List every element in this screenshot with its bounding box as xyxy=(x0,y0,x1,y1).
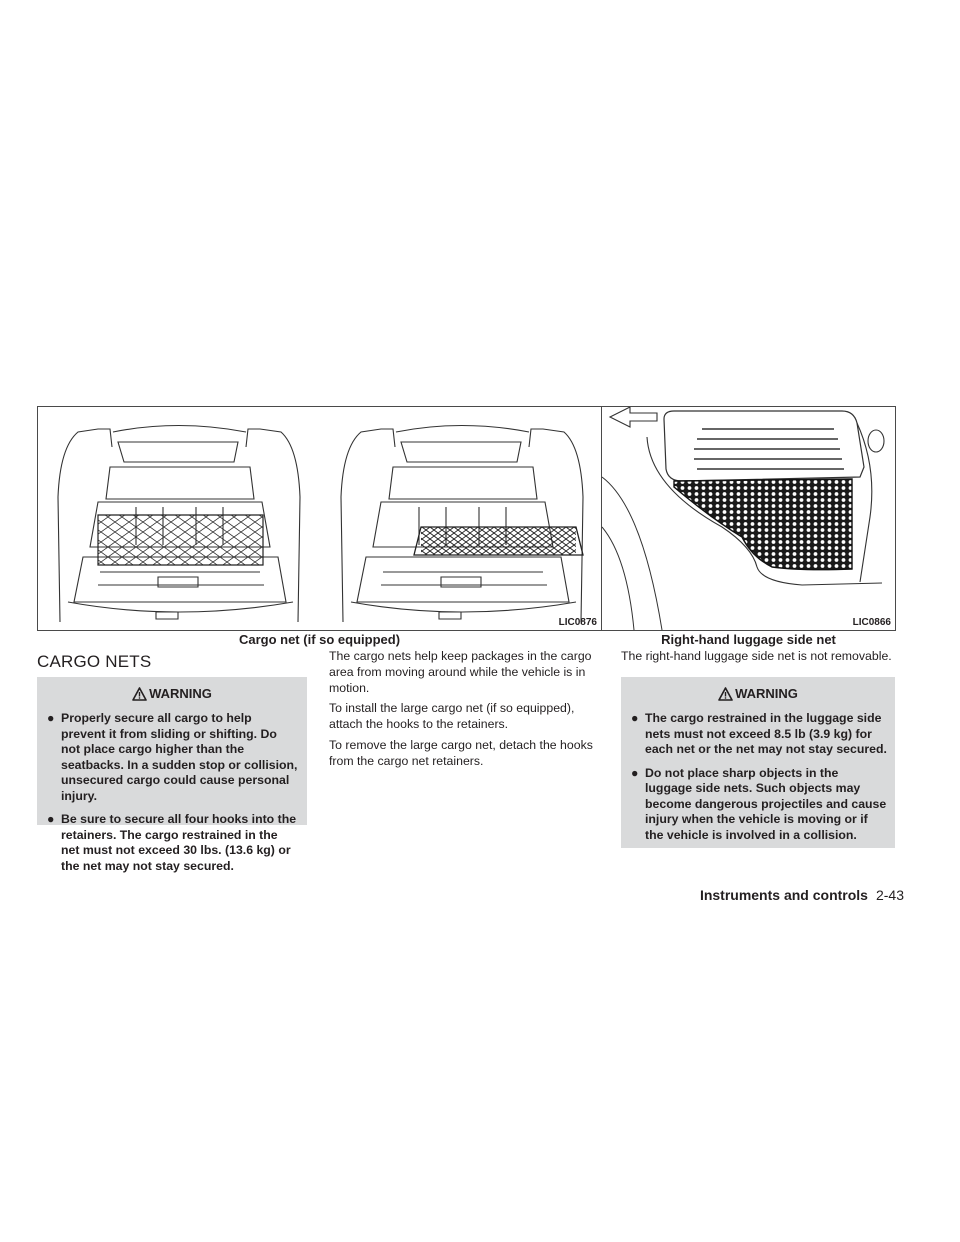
page-footer xyxy=(700,887,904,903)
warning-box xyxy=(621,677,895,848)
figure-code: LIC0866 xyxy=(852,617,891,628)
section-title: CARGO NETS xyxy=(37,652,152,671)
list-item-text: Properly secure all cargo to help prevent it from sliding or shifting. Do not place cargo higher than the seatbacks. In a sudden stop or collision, unsecured cargo could cause personal injury. xyxy=(61,711,298,803)
figure-code: LIC0876 xyxy=(558,617,597,628)
warning-heading xyxy=(621,685,895,703)
side-net-illustration xyxy=(602,407,895,630)
figure-caption: Right-hand luggage side net xyxy=(661,632,836,647)
cargo-net-illustration xyxy=(38,407,601,630)
list-item-text: Be sure to secure all four hooks into the retainers. The cargo restrained in the net must not exceed 30 lbs. (13.6 kg) or the net may not stay secured. xyxy=(61,812,297,873)
paragraph: The right-hand luggage side net is not removable. xyxy=(621,649,892,663)
bullet: ● xyxy=(47,812,55,826)
chapter-title: Instruments and controls xyxy=(699,887,868,903)
list-item xyxy=(47,711,299,804)
paragraph: To install the large cargo net (if so equipped), attach the hooks to the retainers. xyxy=(329,701,575,731)
figure-side-net xyxy=(601,406,896,631)
bullet: ● xyxy=(631,765,639,780)
warning-title: WARNING xyxy=(735,686,798,701)
warning-title: WARNING xyxy=(149,686,212,701)
page-number: 2-43 xyxy=(875,887,904,903)
list-item xyxy=(47,812,299,874)
warning-triangle-icon xyxy=(132,687,147,701)
list-item-text: The cargo restrained in the luggage side nets must not exceed 8.5 lb (3.9 kg) for each net or the net may not stay secured. xyxy=(645,711,887,756)
bullet: ● xyxy=(47,711,55,725)
figure-cargo-net xyxy=(37,406,602,631)
warning-box xyxy=(37,677,307,873)
list-item xyxy=(631,711,887,758)
list-item-text: Do not place sharp objects in the luggage side nets. Such objects may become dangerous projectiles and cause injury when the vehicle is moving or if the vehicle is involved in a collision. xyxy=(645,765,887,842)
list-item xyxy=(631,766,887,844)
bullet: ● xyxy=(631,711,639,725)
paragraph: To remove the large cargo net, detach the hooks from the cargo net retainers. xyxy=(329,738,593,768)
warning-heading xyxy=(37,685,307,703)
figure-caption: Cargo net (if so equipped) xyxy=(238,632,401,647)
warning-list xyxy=(37,711,307,874)
paragraph: The cargo nets help keep packages in the cargo area from moving around while the vehicle is in motion. xyxy=(329,649,592,695)
warning-triangle-icon xyxy=(718,687,733,701)
warning-list xyxy=(621,711,895,843)
